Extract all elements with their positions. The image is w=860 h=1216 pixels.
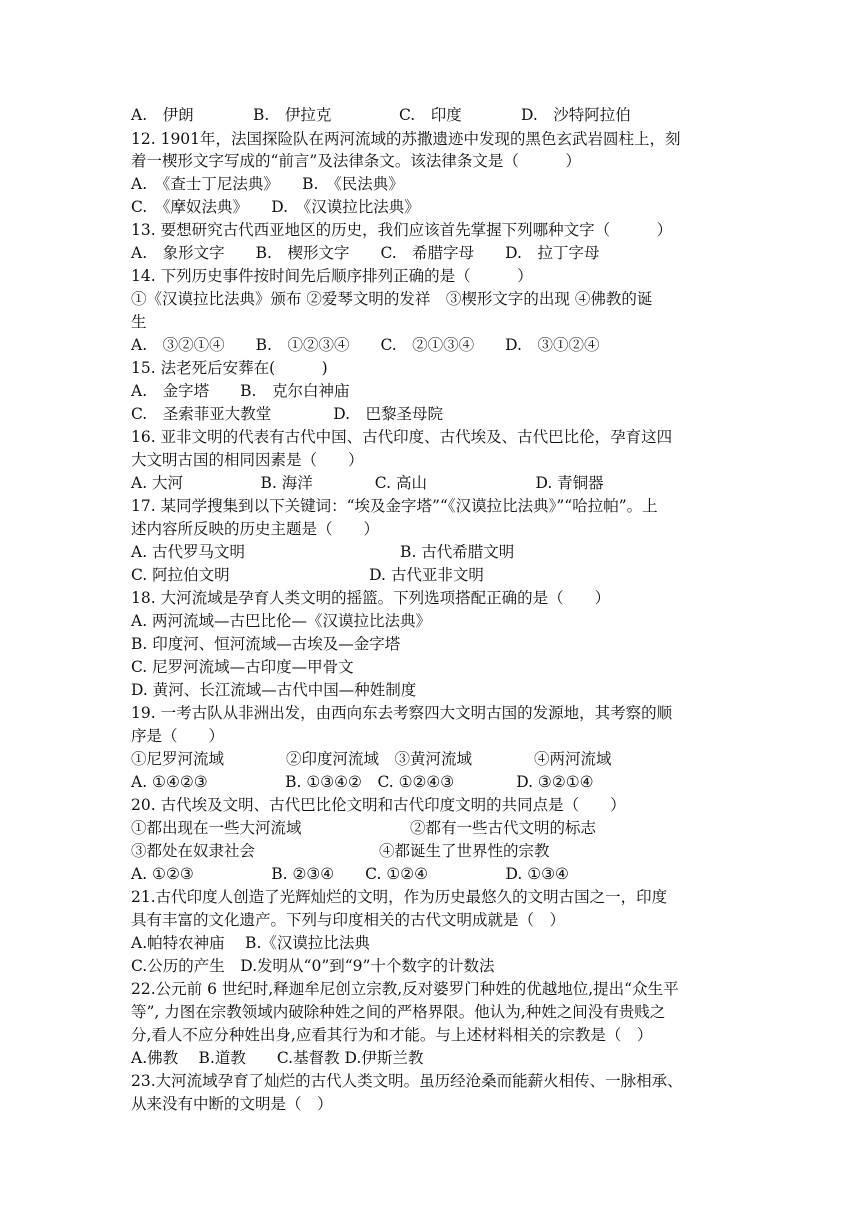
q13-stem: 13. 要想研究古代西亚地区的历史，我们应该首先掌握下列哪种文字（ ） — [131, 221, 673, 239]
q18-option-c: C. 尼罗河流域—古印度—甲骨文 — [131, 658, 354, 676]
q13-options: A. 象形文字 B. 楔形文字 C. 希腊字母 D. 拉丁字母 — [131, 244, 600, 262]
q19-options: A. ①④②③ B. ①③④② C. ①②④③ D. ③②①④ — [131, 773, 594, 791]
q14-events-line2: 生 — [131, 313, 147, 331]
q17-stem-line1: 17. 某同学搜集到以下关键词：“埃及金字塔”“《汉谟拉比法典》”“哈拉帕”。上 — [131, 497, 658, 515]
q19-stem-line1: 19. 一考古队从非洲出发，由西向东去考察四大文明古国的发源地，其考察的顺 — [131, 704, 673, 722]
q22-stem-line1: 22.公元前 6 世纪时,释迦牟尼创立宗教,反对婆罗门种姓的优越地位,提出“众生平 — [131, 980, 679, 998]
q20-stem: 20. 古代埃及文明、古代巴比伦文明和古代印度文明的共同点是（ ） — [131, 796, 626, 814]
q16-stem-line2: 大文明古国的相同因素是（ ） — [131, 451, 364, 469]
q16-options: A. 大河 B. 海洋 C. 高山 D. 青铜器 — [131, 474, 604, 492]
q23-stem-line1: 23.大河流域孕育了灿烂的古代人类文明。虽历经沧桑而能薪火相传、一脉相承、 — [131, 1072, 683, 1090]
q23-stem-line2: 从来没有中断的文明是（ ） — [131, 1095, 333, 1113]
q14-options: A. ③②①④ B. ①②③④ C. ②①③④ D. ③①②④ — [131, 336, 600, 354]
q20-items-line1: ①都出现在一些大河流域 ②都有一些古代文明的标志 — [131, 819, 597, 837]
q21-options-ab: A.帕特农神庙 B.《汉谟拉比法典 — [131, 934, 370, 952]
q17-options-ab: A. 古代罗马文明 B. 古代希腊文明 — [131, 543, 515, 561]
q11-option-a: A. 伊朗 — [131, 106, 194, 124]
q15-options-ab: A. 金字塔 B. 克尔白神庙 — [131, 382, 350, 400]
q18-option-d: D. 黄河、长江流域—古代中国—种姓制度 — [131, 681, 417, 699]
q20-options: A. ①②③ B. ②③④ C. ①②④ D. ①③④ — [131, 865, 569, 883]
q17-options-cd: C. 阿拉伯文明 D. 古代亚非文明 — [131, 566, 484, 584]
q21-options-cd: C.公历的产生 D.发明从“0”到“9”十个数字的计数法 — [131, 957, 495, 975]
q11-options — [131, 104, 731, 126]
q14-stem: 14. 下列历史事件按时间先后顺序排列正确的是（ ） — [131, 267, 533, 285]
q22-stem-line3: 分,看人不应分种姓出身,应看其行为和才能。与上述材料相关的宗教是（ ） — [131, 1026, 653, 1044]
q12-stem-line1: 12. 1901年，法国探险队在两河流域的苏撒遗迹中发现的黑色玄武岩圆柱上，刻 — [131, 130, 681, 148]
q15-stem: 15. 法老死后安葬在( ) — [131, 359, 328, 377]
q18-option-b: B. 印度河、恒河流域—古埃及—金字塔 — [131, 635, 401, 653]
q21-stem-line2: 具有丰富的文化遗产。下列与印度相关的古代文明成就是（ ） — [131, 911, 566, 929]
q22-stem-line2: 等”, 力图在宗教领域内破除种姓之间的严格界限。他认为,种姓之间没有贵贱之 — [131, 1003, 666, 1021]
q21-stem-line1: 21.古代印度人创造了光辉灿烂的文明，作为历史最悠久的文明古国之一，印度 — [131, 888, 668, 906]
q17-stem-line2: 述内容所反映的历史主题是（ ） — [131, 520, 380, 538]
q19-items: ①尼罗河流域 ②印度河流域 ③黄河流域 ④两河流域 — [131, 750, 612, 768]
q22-options: A.佛教 B.道教 C.基督教 D.伊斯兰教 — [131, 1049, 424, 1067]
q19-stem-line2: 序是（ ） — [131, 727, 225, 745]
q18-stem: 18. 大河流域是孕育人类文明的摇篮。下列选项搭配正确的是（ ） — [131, 589, 611, 607]
q11-option-c: C. 印度 — [399, 106, 462, 124]
q12-options-ab: A. 《查士丁尼法典》 B. 《民法典》 — [131, 175, 404, 193]
q15-options-cd: C. 圣索菲亚大教堂 D. 巴黎圣母院 — [131, 405, 444, 423]
q16-stem-line1: 16. 亚非文明的代表有古代中国、古代印度、古代埃及、古代巴比伦，孕育这四 — [131, 428, 673, 446]
q18-option-a: A. 两河流域—古巴比伦—《汉谟拉比法典》 — [131, 612, 432, 630]
q11-option-d: D. 沙特阿拉伯 — [521, 106, 631, 124]
q12-options-cd: C. 《摩奴法典》 D. 《汉谟拉比法典》 — [131, 198, 420, 216]
q14-events-line1: ①《汉谟拉比法典》颁布 ②爱琴文明的发祥 ③楔形文字的出现 ④佛教的诞 — [131, 290, 653, 308]
q12-stem-line2: 着一楔形文字写成的“前言”及法律条文。该法律条文是（ ） — [131, 152, 581, 170]
q11-option-b: B. 伊拉克 — [253, 106, 332, 124]
q20-items-line2: ③都处在奴隶社会 ④都诞生了世界性的宗教 — [131, 842, 550, 860]
